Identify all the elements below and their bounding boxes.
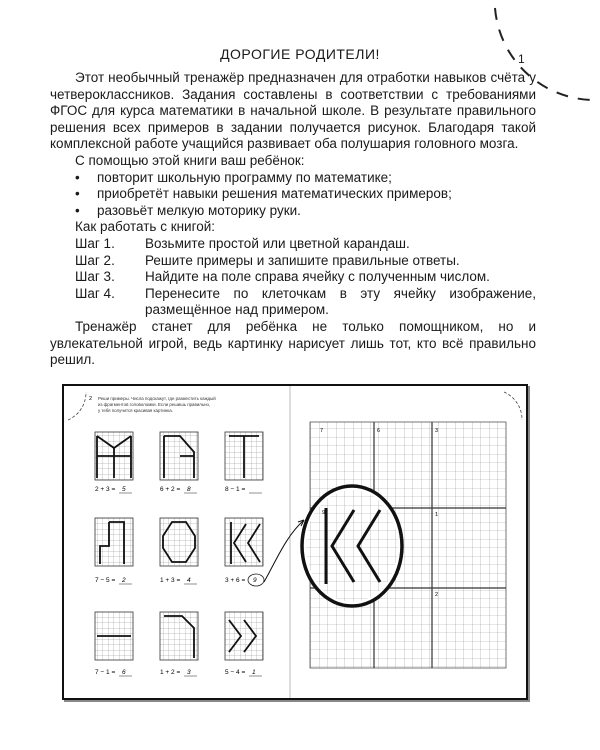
field-cell-number: 9: [322, 510, 326, 516]
bullet-icon: •: [75, 202, 80, 218]
list-item: • приобретёт навыки решения математических примеров;: [75, 186, 452, 202]
instruction-line: у тебя получится красивая картинка.: [98, 408, 173, 413]
step-item: Шаг 2. Решите примеры и запишите правильные ответы.: [75, 252, 460, 268]
example-expression: 8 − 1 =: [225, 486, 246, 493]
example-expression: 7 − 5 =: [95, 577, 116, 584]
how-to-heading: Как работать с книгой:: [75, 219, 216, 235]
example-expression: 1 + 2 =: [160, 669, 181, 676]
field-cell-number: 7: [320, 428, 324, 434]
example-answer: 8: [187, 486, 191, 493]
instruction-line: из фрагментов головоломки. Если решишь правильно,: [98, 402, 211, 407]
page-number: 1: [518, 52, 525, 66]
puzzle-tile: [160, 612, 198, 660]
field-cell-number: 1: [435, 512, 439, 518]
example-expression: 1 + 3 =: [160, 577, 181, 584]
bullet-icon: •: [75, 186, 80, 202]
example-answer: 6: [122, 669, 126, 676]
connector-arrow: [264, 520, 304, 582]
example-answer: 5: [122, 486, 126, 493]
field-cell-number: 2: [435, 592, 439, 598]
puzzle-tile: [225, 612, 263, 660]
example-expression: 2 + 3 =: [95, 486, 116, 493]
example-answer: 1: [252, 669, 256, 676]
example-expression: 7 − 1 =: [95, 669, 116, 676]
step-item: Шаг 4. Перенесите по клеточкам в эту ячейку изображение, размещённое над примером.: [75, 285, 536, 318]
intro-text: [50, 70, 536, 369]
list-item: • повторит школьную программу по математике;: [75, 169, 392, 185]
example-expression: 3 + 6 =: [225, 577, 246, 584]
left-page-corner-arc: [68, 392, 86, 420]
steps-list: [50, 236, 536, 319]
list-item: • разовьёт мелкую моторику руки.: [75, 202, 301, 218]
puzzle-tile: [225, 518, 263, 566]
magnifier-callout: [302, 486, 402, 606]
sample-spread-illustration: [62, 384, 528, 700]
step-item: Шаг 3. Найдите на поле справа ячейку с полученным числом.: [75, 269, 490, 285]
page-title: ДОРОГИЕ РОДИТЕЛИ!: [220, 46, 380, 62]
puzzle-tile: [95, 518, 133, 566]
puzzle-tile: [95, 612, 133, 660]
benefits-list: [50, 170, 536, 220]
example-answer: 9: [253, 577, 257, 584]
example-expression: 6 + 2 =: [160, 486, 181, 493]
right-page-corner-arc: [504, 392, 522, 420]
instruction-line: Реши примеры. Числа подскажут, где разместить каждый: [98, 396, 216, 401]
puzzle-tile: [95, 432, 133, 480]
left-page-number: 2: [89, 396, 93, 402]
puzzle-tile: [160, 518, 198, 566]
puzzle-tile: [160, 432, 198, 480]
example-answer: 3: [187, 669, 191, 676]
field-cell-number: 6: [377, 428, 381, 434]
puzzle-tile: [225, 432, 263, 480]
example-answer: 2: [122, 577, 126, 584]
field-cell-number: 3: [435, 428, 439, 434]
closing-paragraph: Тренажёр станет для ребёнка не только помощником, но и увлекательной игрой, ведь картинку нарисует лишь тот, кто всё правильно решил.: [50, 318, 536, 368]
intro-paragraph-benefits: С помощью этой книги ваш ребёнок:: [75, 152, 305, 168]
sample-spread-svg: [64, 386, 526, 698]
step-item: Шаг 1. Возьмите простой или цветной карандаш.: [75, 235, 410, 251]
example-answer: 4: [187, 577, 191, 584]
bullet-icon: •: [75, 169, 80, 185]
example-expression: 5 − 4 =: [225, 669, 246, 676]
intro-paragraph: Этот необычный тренажёр предназначен для отработки навыков счёта у четвероклассников. Задания составлены в соответствии с требованиями ФГОС для курса математики в начальной школе. В результате правильного решения всех примеров в задании получается рисунок. Благодаря такой комплексной работе учащийся развивает оба полушария головного мозга.: [50, 70, 536, 152]
